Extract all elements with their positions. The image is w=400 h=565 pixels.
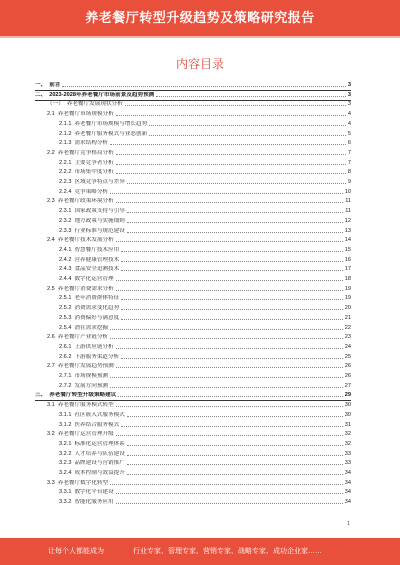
toc-entry[interactable] (35, 92, 351, 99)
toc-leader-dots (116, 348, 343, 349)
toc-entry-page: 3 (347, 82, 351, 88)
toc-entry[interactable] (47, 150, 351, 157)
toc-entry-text: 地方政策与实施细则 (74, 217, 125, 224)
toc-entry-page: 34 (344, 499, 351, 506)
toc-entry[interactable] (35, 392, 351, 399)
toc-heading: 内容目录 (175, 57, 224, 71)
toc-entry-page: 31 (344, 421, 351, 428)
toc-entry-text: 营养健康管理技术 (74, 256, 120, 263)
toc-entry[interactable] (59, 422, 351, 429)
toc-leader-dots (116, 154, 346, 155)
toc-entry-number: 2.4.2 (59, 256, 72, 263)
toc-entry-text: 社区嵌入式服务模式 (74, 411, 125, 418)
toc-entry-number: 2.1.1 (59, 120, 72, 127)
toc-entry-number: 2.1 (47, 111, 55, 118)
toc-entry-number: 3.2.3 (59, 460, 72, 467)
toc-entry[interactable] (47, 237, 351, 244)
toc-entry-page: 34 (344, 470, 351, 476)
toc-entry[interactable] (59, 373, 351, 380)
toc-leader-dots (116, 202, 343, 203)
toc-entry[interactable] (47, 286, 351, 293)
toc-entry-number: 2.1.3 (59, 140, 72, 147)
toc-entry-text: 医养结合服务模式 (74, 421, 120, 428)
toc-entry-text: 国家政策支持与引导 (74, 208, 125, 215)
toc-entry-number: 2.6.1 (59, 343, 72, 350)
toc-entry[interactable] (47, 198, 351, 205)
toc-entry-text: 养老餐厅市场规模与增长趋势 (74, 120, 148, 127)
toc-entry[interactable] (59, 305, 351, 312)
toc-entry-number: 3.2.2 (59, 450, 72, 457)
toc-entry-text: 养老餐厅发展趋势预测 (57, 363, 114, 370)
toc-entry[interactable] (47, 111, 351, 118)
toc-leader-dots (127, 455, 343, 456)
toc-entry[interactable] (59, 325, 351, 332)
toc-entry-text: 数字化平台建设 (74, 489, 114, 496)
toc-entry-page: 4 (347, 111, 351, 118)
toc-entry-text: 下游服务渠道分析 (74, 353, 120, 360)
toc-entry-page: 18 (344, 276, 351, 282)
toc-entry-page: 10 (344, 188, 351, 195)
toc-leader-dots (116, 280, 343, 281)
toc-entry-page: 15 (344, 246, 351, 253)
toc-entry-number: 2.3.2 (59, 217, 72, 224)
toc-entry-number: 2.1.2 (59, 130, 72, 137)
toc-entry-number: 3.1 (47, 402, 55, 409)
toc-leader-dots (121, 251, 343, 252)
toc-leader-dots (127, 474, 343, 475)
toc-leader-dots (116, 367, 343, 368)
toc-leader-dots (121, 358, 343, 359)
footer-bar (0, 538, 400, 565)
toc-entry-text: 2023-2028年养老餐厅市场前景及趋势预测 (49, 91, 155, 98)
toc-entry-text: 养老餐厅运营管理升级 (57, 431, 114, 438)
toc-leader-dots (156, 96, 346, 97)
toc-entry[interactable] (59, 441, 351, 448)
toc-entry-number: 3.2 (47, 431, 55, 438)
toc-entry[interactable] (59, 189, 351, 196)
toc-entry[interactable] (59, 460, 351, 467)
toc-leader-dots (118, 396, 342, 397)
toc-entry-page: 34 (344, 479, 351, 486)
toc-entry[interactable] (59, 344, 351, 351)
toc-leader-dots (110, 144, 346, 145)
toc-leader-dots (116, 503, 343, 504)
toc-leader-dots (127, 416, 343, 417)
toc-leader-dots (110, 377, 343, 378)
toc-entry-page: 12 (344, 217, 351, 224)
toc-entry-text: 上游供应链分析 (74, 343, 114, 350)
toc-entry-number: 2.2.2 (59, 169, 72, 176)
toc-entry-number: 3.3 (47, 479, 55, 486)
toc-entry-number: 2.2.1 (59, 159, 72, 166)
toc-entry-number: 2.3.1 (59, 208, 72, 215)
toc-entry-text: 品牌建设与营销推广 (74, 460, 125, 467)
toc-entry-text: 潜在需求挖掘 (74, 324, 109, 331)
toc-entry[interactable] (59, 499, 351, 506)
toc-entry-number: 2.5.4 (59, 324, 72, 331)
toc-entry-page: 6 (347, 140, 351, 147)
toc-entry[interactable] (47, 363, 351, 370)
toc-entry-number: 2.4.1 (59, 246, 72, 253)
toc-leader-dots (127, 445, 343, 446)
toc-entry-number: 3.2.1 (59, 440, 72, 447)
toc-entry-number: 一、 (35, 82, 47, 88)
toc-entry-page: 7 (347, 159, 351, 166)
toc-entry-page: 11 (345, 198, 351, 205)
toc-leader-dots (127, 183, 346, 184)
toc-entry-text: 养老餐厅数字化转型 (57, 479, 109, 486)
toc-entry-number: 2.5.1 (59, 295, 72, 302)
toc-entry[interactable] (59, 247, 351, 254)
toc-entry-number: 2.5 (47, 285, 55, 292)
toc-entry-page: 27 (344, 382, 351, 389)
toc-entry-number: 二、 (35, 91, 47, 98)
toc-entry-text: 养老餐厅政策环境分析 (57, 198, 114, 205)
toc-leader-dots (110, 329, 343, 330)
toc-entry-number: 2.3 (47, 198, 55, 205)
toc-entry-page: 24 (344, 343, 351, 350)
toc-entry[interactable] (59, 412, 351, 419)
toc-entry-page: 33 (344, 450, 351, 457)
toc-leader-dots (127, 212, 343, 213)
table-of-contents (0, 82, 400, 520)
page-number: 1 (347, 521, 350, 527)
toc-entry-page: 11 (345, 208, 351, 215)
toc-leader-dots (110, 193, 343, 194)
toc-entry-page: 5 (347, 130, 351, 137)
toc-leader-dots (110, 387, 343, 388)
toc-entry-page: 23 (344, 334, 351, 341)
toc-entry-page: 26 (344, 373, 351, 379)
toc-leader-dots (116, 406, 343, 407)
toc-entry[interactable] (47, 480, 351, 487)
toc-entry-page: 30 (344, 411, 351, 418)
toc-entry-text: 市场规模预测 (74, 373, 109, 379)
toc-leader-dots (121, 299, 343, 300)
toc-leader-dots (121, 426, 343, 427)
toc-leader-dots (62, 86, 345, 87)
toc-entry-page: 14 (344, 237, 351, 244)
toc-entry-page: 16 (344, 256, 351, 263)
toc-entry-page: 29 (344, 392, 351, 399)
toc-entry-text: 成本控制与效益提升 (74, 470, 125, 476)
document-title: 养老餐厅转型升级趋势及策略研究报告 (85, 10, 315, 25)
toc-entry-text: 消费需求变化趋势 (74, 305, 120, 312)
toc-entry-page: 19 (344, 285, 351, 292)
toc-entry-text: 需求结构分析 (74, 140, 109, 147)
toc-entry[interactable] (59, 169, 351, 176)
toc-leader-dots (127, 232, 343, 233)
toc-entry-text: 发展方向预测 (74, 382, 109, 389)
toc-entry-text: 行业标准与规范建设 (74, 227, 125, 234)
toc-entry-page: 13 (344, 227, 351, 234)
toc-entry-number: 2.7.2 (59, 382, 72, 389)
toc-leader-dots (116, 241, 343, 242)
toc-entry[interactable] (47, 431, 351, 438)
toc-entry-number: 三、 (35, 392, 47, 399)
footer-roles: 行业专家、管理专家、营销专家、战略专家、成功企业家…… (133, 548, 322, 555)
toc-entry-text: 数字化运营管理 (74, 276, 114, 282)
toc-entry[interactable] (59, 276, 351, 283)
toc-leader-dots (116, 290, 343, 291)
toc-entry-page: 8 (347, 169, 351, 176)
toc-entry-number: 2.2.3 (59, 179, 72, 185)
toc-entry-text: 市场集中度分析 (74, 169, 114, 176)
toc-entry-number: 3.3.2 (59, 499, 72, 506)
toc-leader-dots (116, 164, 346, 165)
toc-leader-dots (116, 173, 346, 174)
toc-entry[interactable] (59, 451, 351, 458)
toc-entry-number: 2.6 (47, 334, 55, 341)
toc-entry-text: 养老餐厅竞争格局分析 (57, 149, 114, 156)
toc-entry-page: 3 (347, 91, 351, 98)
toc-entry-number: 2.3.3 (59, 227, 72, 234)
toc-entry-text: 人才培养与队伍建设 (74, 450, 125, 457)
toc-entry-page: 19 (344, 295, 351, 302)
toc-entry-text: 竞争策略分析 (74, 188, 109, 195)
toc-entry-page: 20 (344, 305, 351, 312)
toc-entry-number: 3.3.1 (59, 489, 72, 496)
toc-entry[interactable] (35, 82, 351, 89)
toc-leader-dots (116, 115, 346, 116)
toc-entry-number: 2.4.4 (59, 276, 72, 282)
toc-entry[interactable] (59, 266, 351, 273)
toc-entry-page: 21 (344, 314, 351, 321)
toc-entry-number: 3.2.4 (59, 470, 72, 476)
toc-entry[interactable] (59, 218, 351, 225)
toc-entry[interactable] (59, 383, 351, 390)
toc-entry-number: 2.5.2 (59, 305, 72, 312)
toc-entry[interactable] (59, 179, 351, 186)
toc-entry[interactable] (47, 101, 351, 108)
toc-leader-dots (121, 270, 343, 271)
toc-entry-text: 养老餐厅服务模式转型 (57, 402, 114, 409)
toc-entry-text: 老年消费群体特征 (74, 295, 120, 302)
toc-entry-text: 标准化运营管理体系 (74, 440, 125, 447)
toc-leader-dots (127, 464, 343, 465)
toc-leader-dots (127, 222, 343, 223)
footer-slogan: 让每个人都能成为 (48, 548, 104, 555)
toc-leader-dots (125, 105, 346, 106)
toc-entry-text: 食品安全追溯技术 (74, 266, 120, 273)
toc-entry-page: 32 (344, 431, 351, 438)
toc-entry-text: 养老餐厅市场规模分析 (57, 111, 114, 118)
toc-leader-dots (116, 493, 343, 494)
toc-entry-page: 33 (344, 460, 351, 467)
toc-entry-page: 22 (344, 324, 351, 331)
toc-entry[interactable] (59, 257, 351, 264)
toc-entry-text: 养老餐厅技术发展分析 (57, 237, 114, 244)
toc-entry[interactable] (59, 208, 351, 215)
toc-entry[interactable] (47, 334, 351, 341)
toc-leader-dots (110, 338, 343, 339)
toc-entry-number: 3.1.1 (59, 411, 72, 418)
toc-entry-text: 区域竞争特点与差异 (74, 179, 125, 185)
toc-entry-text: 智慧餐厅技术应用 (74, 246, 120, 253)
toc-entry-text: 养老餐厅服务模式与业态创新 (74, 130, 148, 137)
toc-entry-number: 2.5.3 (59, 314, 72, 321)
toc-leader-dots (121, 319, 343, 320)
toc-entry[interactable] (59, 470, 351, 477)
toc-entry[interactable] (47, 402, 351, 409)
toc-entry-page: 4 (347, 120, 351, 127)
toc-entry-page: 7 (347, 149, 351, 156)
toc-entry-page: 17 (344, 266, 351, 273)
toc-entry-text: 养老餐厅发展现状分析 (66, 101, 123, 108)
toc-entry-page: 30 (344, 402, 351, 409)
toc-entry-text: 养老餐厅消费需求分析 (57, 285, 114, 292)
toc-entry-text: 养老餐厅产业链分析 (57, 334, 109, 341)
toc-entry[interactable] (59, 295, 351, 302)
toc-entry-page: 26 (344, 363, 351, 370)
toc-entry-page: 3 (347, 101, 351, 108)
toc-entry[interactable] (59, 121, 351, 128)
toc-entry-text: 养老餐厅转型升级策略建议 (49, 392, 117, 399)
toc-entry[interactable] (59, 140, 351, 147)
toc-entry-number: 2.4.3 (59, 266, 72, 273)
toc-leader-dots (110, 484, 343, 485)
toc-entry-page: 32 (344, 440, 351, 447)
toc-leader-dots (121, 261, 343, 262)
toc-entry-page: 34 (344, 489, 351, 496)
header-stripe (0, 36, 400, 38)
toc-entry-number: 3.1.2 (59, 421, 72, 428)
toc-entry[interactable] (59, 131, 351, 138)
toc-entry-text: 消费偏好与满意度 (74, 314, 120, 321)
toc-entry-number: 2.7.1 (59, 373, 72, 379)
toc-entry-number: 2.2 (47, 149, 55, 156)
toc-entry[interactable] (59, 354, 351, 361)
toc-entry[interactable] (59, 315, 351, 322)
toc-entry-text: 前言 (49, 82, 61, 88)
toc-entry-text: 主要竞争者分析 (74, 159, 114, 166)
toc-entry[interactable] (59, 489, 351, 496)
toc-entry-number: 2.4 (47, 237, 55, 244)
toc-leader-dots (116, 435, 343, 436)
toc-leader-dots (121, 309, 343, 310)
toc-entry-page: 25 (344, 353, 351, 360)
toc-entry-number: 2.7 (47, 363, 55, 370)
toc-leader-dots (149, 135, 346, 136)
toc-entry-text: 智能化服务应用 (74, 499, 114, 506)
toc-entry-number: （一） (47, 101, 64, 108)
toc-entry-number: 2.2.4 (59, 188, 72, 195)
toc-entry[interactable] (59, 160, 351, 167)
toc-entry-number: 2.6.2 (59, 353, 72, 360)
toc-leader-dots (149, 125, 346, 126)
toc-entry-page: 9 (347, 179, 351, 185)
toc-entry[interactable] (59, 228, 351, 235)
